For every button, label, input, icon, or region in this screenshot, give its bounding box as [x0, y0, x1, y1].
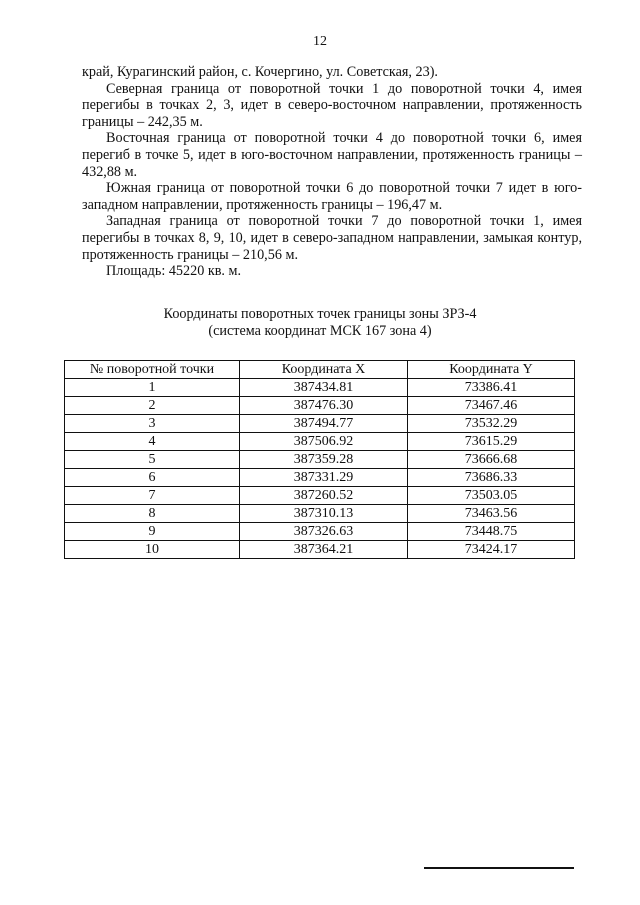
cell-coordinate-y: 73467.46 [408, 397, 575, 415]
page-number: 12 [313, 34, 327, 49]
cell-coordinate-x: 387364.21 [240, 541, 408, 559]
cell-coordinate-x: 387476.30 [240, 397, 408, 415]
cell-point-number: 6 [65, 469, 240, 487]
cell-point-number: 10 [65, 541, 240, 559]
table-caption [0, 306, 640, 340]
cell-coordinate-y: 73386.41 [408, 379, 575, 397]
cell-coordinate-x: 387359.28 [240, 451, 408, 469]
table-row [65, 541, 575, 559]
cell-coordinate-y: 73686.33 [408, 469, 575, 487]
cell-coordinate-x: 387434.81 [240, 379, 408, 397]
paragraph-east-boundary: Восточная граница от поворотной точки 4 до поворотной точки 6, имея перегиб в точке 5, идет в юго-восточном направлении, протяженность границы – 432,88 м. [82, 130, 582, 180]
header-point-number: № поворотной точки [65, 361, 240, 379]
table-row [65, 469, 575, 487]
table-caption-subtitle: (система координат МСК 167 зона 4) [208, 323, 432, 339]
paragraph-south-boundary: Южная граница от поворотной точки 6 до поворотной точки 7 идет в юго-западном направлении, протяженность границы – 196,47 м. [82, 180, 582, 213]
table-row [65, 505, 575, 523]
cell-coordinate-x: 387494.77 [240, 415, 408, 433]
table-row [65, 451, 575, 469]
cell-coordinate-y: 73666.68 [408, 451, 575, 469]
cell-coordinate-y: 73424.17 [408, 541, 575, 559]
cell-coordinate-x: 387260.52 [240, 487, 408, 505]
cell-point-number: 5 [65, 451, 240, 469]
cell-coordinate-y: 73532.29 [408, 415, 575, 433]
cell-coordinate-x: 387506.92 [240, 433, 408, 451]
header-coordinate-y: Координата Y [408, 361, 575, 379]
coordinates-table [64, 360, 575, 559]
table-row [65, 487, 575, 505]
table-header-row [65, 361, 575, 379]
body-text [82, 64, 582, 280]
cell-point-number: 3 [65, 415, 240, 433]
cell-point-number: 1 [65, 379, 240, 397]
cell-coordinate-y: 73463.56 [408, 505, 575, 523]
table-caption-title: Координаты поворотных точек границы зоны ЗРЗ-4 [163, 306, 477, 322]
cell-coordinate-y: 73448.75 [408, 523, 575, 541]
cell-coordinate-y: 73615.29 [408, 433, 575, 451]
table-row [65, 379, 575, 397]
table-row [65, 433, 575, 451]
cell-point-number: 9 [65, 523, 240, 541]
cell-point-number: 4 [65, 433, 240, 451]
cell-coordinate-y: 73503.05 [408, 487, 575, 505]
paragraph-north-boundary: Северная граница от поворотной точки 1 до поворотной точки 4, имея перегибы в точках 2, 3, идет в северо-восточном направлении, протяженность границы – 242,35 м. [82, 80, 582, 130]
table-row [65, 415, 575, 433]
table-row [65, 397, 575, 415]
footer-divider [424, 867, 574, 869]
cell-coordinate-x: 387310.13 [240, 505, 408, 523]
cell-point-number: 7 [65, 487, 240, 505]
cell-coordinate-x: 387331.29 [240, 469, 408, 487]
header-coordinate-x: Координата X [240, 361, 408, 379]
cell-coordinate-x: 387326.63 [240, 523, 408, 541]
table-row [65, 523, 575, 541]
cell-point-number: 2 [65, 397, 240, 415]
paragraph-address-continuation: край, Курагинский район, с. Кочергино, ул. Советская, 23). [82, 64, 438, 80]
cell-point-number: 8 [65, 505, 240, 523]
paragraph-west-boundary: Западная граница от поворотной точки 7 до поворотной точки 1, имея перегибы в точках 8, 9, 10, идет в северо-западном направлении, замыкая контур, протяженность границы – 210,56 м. [82, 213, 582, 263]
paragraph-area: Площадь: 45220 кв. м. [106, 263, 242, 280]
